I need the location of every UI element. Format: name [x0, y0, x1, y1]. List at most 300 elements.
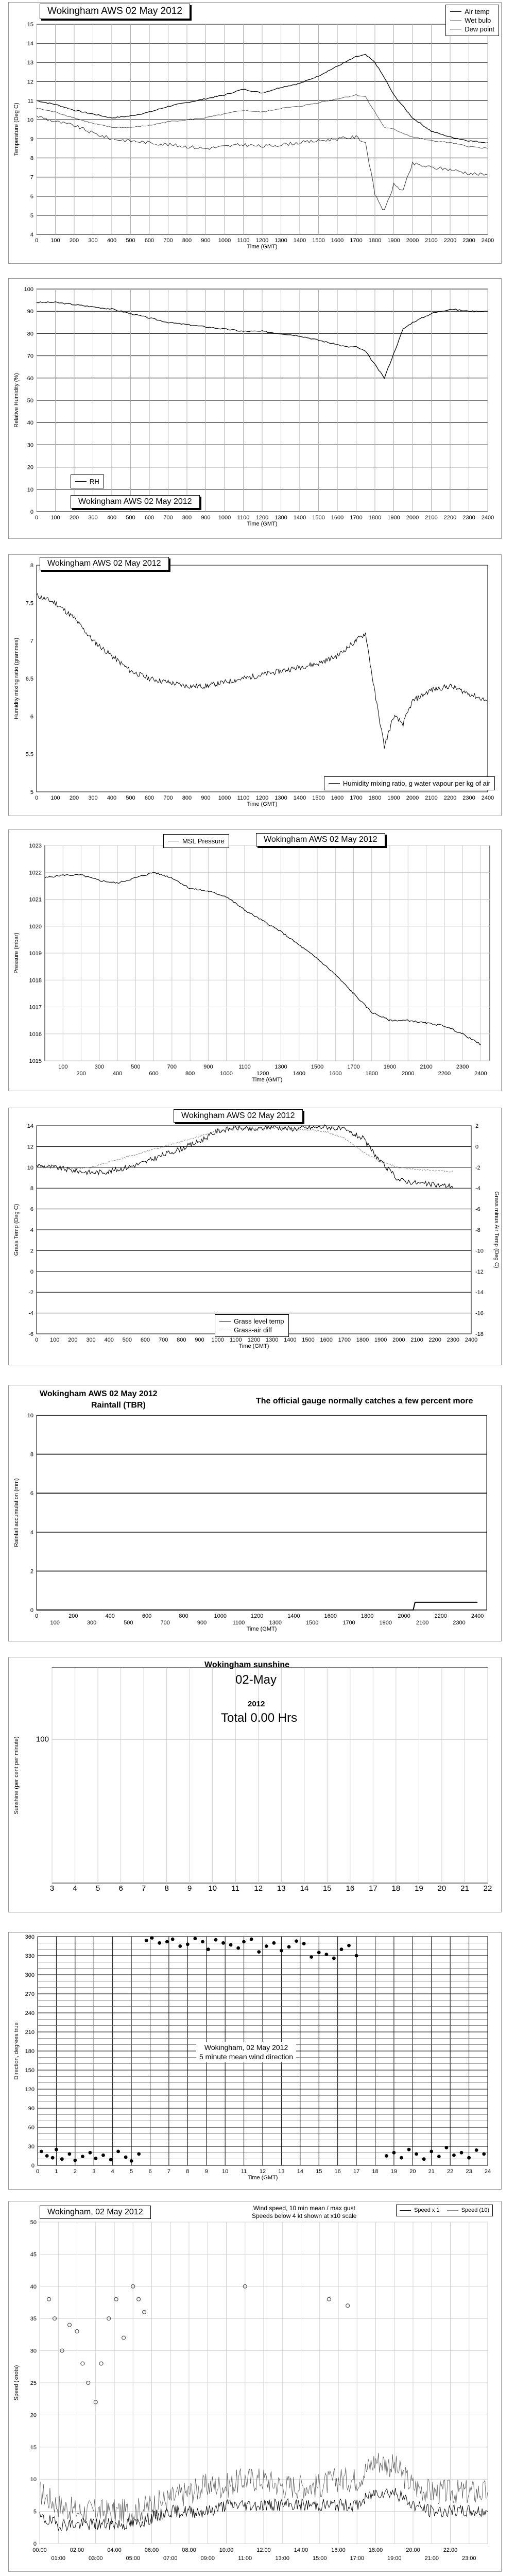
legend-swatch: [447, 2210, 458, 2211]
y-tick-label: 9: [30, 136, 33, 143]
chart-legend: [163, 834, 229, 848]
chart-year: 2012: [248, 1700, 265, 1708]
x-tick-label: 15: [322, 1884, 332, 1893]
x-tick-label: 06:00: [144, 2547, 159, 2553]
wind-direction-point: [332, 1957, 336, 1960]
y-tick-label: 20: [30, 2412, 37, 2419]
wind-direction-point: [257, 1950, 261, 1954]
wind-direction-point: [280, 1949, 283, 1953]
y-tick-label: 14: [27, 41, 33, 47]
y-tick-label: 0: [33, 2541, 37, 2547]
x-tick-label: 1700: [338, 1337, 351, 1343]
y-tick-label: 50: [27, 398, 33, 404]
x-tick-label: 1200: [255, 795, 269, 801]
y-tick-label: 8: [30, 1185, 33, 1192]
legend-swatch: [75, 481, 87, 482]
y-tick-label: 1020: [29, 923, 42, 930]
x-tick-label: 1800: [368, 515, 382, 521]
y-tick-label: 4: [30, 232, 33, 238]
x-tick-label: 1000: [220, 1071, 233, 1077]
y-tick-label: 12: [27, 79, 33, 86]
wind-direction-point: [45, 2154, 49, 2158]
legend-label: MSL Pressure: [182, 837, 225, 845]
x-tick-label: 2300: [462, 795, 475, 801]
x-tick-label: 200: [69, 515, 79, 521]
x-tick-label: 5: [130, 2168, 133, 2175]
x-tick-label: 21: [428, 2168, 435, 2175]
legend-item: [75, 477, 99, 486]
legend-item: [450, 16, 494, 25]
x-tick-label: 1300: [274, 795, 287, 801]
legend-label: Speed (10): [461, 2207, 489, 2213]
plot-area: [37, 1415, 487, 1610]
y-tick-label: 45: [30, 2251, 37, 2258]
x-tick-label: 2100: [425, 238, 438, 244]
x-tick-label: 1100: [230, 1337, 242, 1343]
legend-item: [219, 1326, 284, 1334]
x-tick-label: 12: [259, 2168, 266, 2175]
x-tick-label: 11: [241, 2168, 247, 2175]
x-tick-label: 2200: [443, 238, 457, 244]
x-tick-label: 600: [144, 515, 154, 521]
wind-direction-point: [130, 2159, 133, 2163]
x-tick-label: 13: [277, 1884, 286, 1893]
x-tick-label: 09:00: [200, 2555, 215, 2562]
y-tick-label: 30: [28, 2144, 35, 2150]
x-tick-label: 3: [92, 2168, 96, 2175]
wind-direction-point: [452, 2154, 456, 2157]
x-tick-label: 2200: [434, 1613, 448, 1619]
x-tick-label: 500: [122, 1337, 132, 1343]
x-tick-label: 700: [160, 1620, 170, 1626]
x-tick-label: 14:00: [294, 2547, 308, 2553]
wind-direction-point: [145, 1939, 148, 1942]
x-axis-label: Time (GMT): [252, 1077, 283, 1083]
x-tick-label: 1900: [383, 1064, 397, 1070]
x-tick-label: 20:00: [406, 2547, 420, 2553]
x-tick-label: 300: [88, 238, 98, 244]
x-tick-label: 1400: [287, 1613, 300, 1619]
wind-direction-point: [250, 1938, 253, 1941]
legend-label: Humidity mixing ratio, g water vapour per kg of air: [342, 779, 490, 787]
y-tick-label: 0: [30, 1607, 33, 1614]
y2-tick-label: -16: [475, 1310, 484, 1317]
x-tick-label: 3: [49, 1884, 55, 1893]
legend-label: RH: [90, 478, 99, 485]
x-tick-label: 1000: [218, 795, 231, 801]
y-tick-label: 180: [25, 2048, 35, 2055]
x-tick-label: 17: [369, 1884, 377, 1893]
x-tick-label: 1600: [331, 238, 344, 244]
y-tick-label: 1023: [29, 843, 42, 849]
x-tick-label: 100: [50, 1620, 60, 1626]
x-tick-label: 2400: [474, 1071, 487, 1077]
mixing-ratio-chart-panel: [8, 554, 502, 816]
x-tick-label: 20: [409, 2168, 416, 2175]
x-tick-label: 900: [203, 1064, 213, 1070]
legend-label: Air temp: [465, 8, 490, 15]
x-tick-label: 800: [182, 238, 192, 244]
y-axis-label: Grass Temp (Deg C): [13, 1204, 20, 1256]
x-tick-label: 1700: [350, 238, 363, 244]
y2-tick-label: -2: [475, 1164, 480, 1171]
chart-annotation: The official gauge normally catches a few percent more: [256, 1397, 473, 1405]
x-tick-label: 2200: [428, 1337, 441, 1343]
x-tick-label: 1600: [331, 795, 344, 801]
wind-speed-chart-panel: [8, 2201, 502, 2572]
x-tick-label: 300: [94, 1064, 104, 1070]
x-tick-label: 1400: [293, 1071, 305, 1077]
x-tick-label: 400: [107, 795, 117, 801]
chart-legend: [396, 2205, 493, 2216]
x-tick-label: 04:00: [107, 2547, 122, 2553]
x-tick-label: 1: [55, 2168, 58, 2175]
x-tick-label: 02:00: [70, 2547, 84, 2553]
y-tick-label: 6.5: [25, 676, 33, 682]
sunshine-chart: [9, 1657, 502, 1913]
x-tick-label: 21: [460, 1884, 469, 1893]
chart-title: Wokingham, 02 May 2012: [204, 2043, 288, 2052]
x-tick-label: 900: [201, 515, 211, 521]
x-tick-label: 2200: [438, 1071, 451, 1077]
x-tick-label: 1700: [342, 1620, 355, 1626]
wind-direction-point: [109, 2158, 113, 2162]
wind-direction-point: [165, 1940, 169, 1943]
y-tick-label: 7: [30, 174, 33, 181]
legend-label: Grass level temp: [234, 1317, 284, 1325]
wind-direction-point: [302, 1942, 306, 1945]
wind-direction-point: [400, 2156, 403, 2160]
y-axis-label: Relative Humidity (%): [13, 373, 20, 428]
x-tick-label: 17:00: [350, 2555, 365, 2562]
x-tick-label: 200: [76, 1071, 86, 1077]
x-tick-label: 2400: [481, 515, 494, 521]
legend-swatch: [329, 783, 340, 784]
x-tick-label: 1100: [238, 1064, 251, 1070]
chart-title: Wokingham sunshine: [204, 1660, 290, 1669]
legend-swatch: [450, 11, 461, 12]
wind-direction-point: [186, 1942, 190, 1946]
x-tick-label: 16: [346, 1884, 355, 1893]
x-tick-label: 2400: [481, 238, 494, 244]
x-tick-label: 23:00: [461, 2555, 476, 2562]
x-tick-label: 600: [149, 1071, 159, 1077]
y-tick-label: 10: [27, 117, 33, 124]
x-tick-label: 1400: [293, 515, 306, 521]
x-tick-label: 11:00: [238, 2555, 252, 2562]
chart-title: Wokingham AWS 02 May 2012: [174, 1109, 303, 1123]
x-tick-label: 900: [197, 1620, 207, 1626]
x-tick-label: 1900: [379, 1620, 392, 1626]
x-tick-label: 200: [68, 1337, 78, 1343]
x-tick-label: 700: [163, 238, 173, 244]
x-tick-label: 500: [126, 238, 135, 244]
x-tick-label: 2300: [456, 1064, 469, 1070]
wind-direction-point: [422, 2157, 426, 2161]
x-tick-label: 14: [300, 1884, 309, 1893]
y-tick-label: 5: [30, 789, 33, 795]
x-tick-label: 03:00: [88, 2555, 103, 2562]
wind-direction-point: [310, 1955, 313, 1959]
x-tick-label: 1700: [350, 515, 363, 521]
y-tick-label: 1018: [29, 977, 42, 984]
wind-direction-point: [229, 1943, 233, 1947]
y-tick-label: 100: [24, 286, 33, 293]
x-tick-label: 1400: [293, 795, 306, 801]
x-tick-label: 10:00: [219, 2547, 234, 2553]
wind-direction-point: [116, 2149, 120, 2153]
x-tick-label: 300: [87, 1620, 97, 1626]
y-tick-label: 5.5: [25, 751, 33, 758]
y-tick-label: 360: [25, 1934, 35, 1940]
y-tick-label: 7.5: [25, 600, 33, 607]
wind-direction-point: [475, 2148, 478, 2152]
x-tick-label: 600: [142, 1613, 152, 1619]
y-tick-label: 8: [30, 1451, 33, 1458]
wind-direction-point: [89, 2151, 92, 2155]
y2-tick-label: -6: [475, 1206, 480, 1213]
x-tick-label: 00:00: [32, 2547, 47, 2553]
y-tick-label: 35: [30, 2316, 37, 2323]
legend-label: Grass-air diff: [234, 1326, 272, 1334]
x-tick-label: 12:00: [256, 2547, 271, 2553]
legend-item: [450, 25, 494, 33]
chart-legend: [71, 474, 104, 488]
y-tick-label: 6: [30, 714, 33, 720]
chart-legend: [215, 1314, 289, 1337]
x-tick-label: 17: [353, 2168, 360, 2175]
y2-tick-label: -4: [475, 1185, 480, 1192]
chart-legend: [324, 776, 495, 790]
y-axis-label: Rainfall accumulation (mm): [13, 1478, 20, 1547]
x-tick-label: 1900: [387, 238, 400, 244]
x-tick-label: 16:00: [331, 2547, 346, 2553]
x-tick-label: 6: [118, 1884, 123, 1893]
x-tick-label: 2400: [465, 1337, 478, 1343]
x-axis-label: Time (GMT): [238, 1343, 269, 1349]
x-tick-label: 2300: [447, 1337, 460, 1343]
x-tick-label: 23: [466, 2168, 472, 2175]
y-tick-label: 2: [30, 1568, 33, 1575]
x-tick-label: 2000: [402, 1071, 415, 1077]
y-tick-label: 10: [27, 486, 33, 493]
x-axis-label: Time (GMT): [247, 521, 278, 527]
wind-direction-point: [81, 2155, 84, 2158]
y-tick-label: 50: [30, 2219, 37, 2226]
x-tick-label: 2200: [443, 515, 457, 521]
y-tick-label: -6: [28, 1331, 33, 1337]
wind-direction-point: [194, 1937, 197, 1940]
x-tick-label: 500: [126, 515, 135, 521]
x-tick-label: 1300: [265, 1337, 279, 1343]
x-tick-label: 0: [35, 238, 39, 244]
wind-direction-point: [355, 1954, 358, 1958]
x-tick-label: 1200: [250, 1613, 264, 1619]
chart-title: Wokingham AWS 02 May 2012: [40, 4, 190, 19]
x-tick-label: 1100: [232, 1620, 245, 1626]
wind-direction-point: [236, 1946, 240, 1950]
x-tick-label: 24: [484, 2168, 491, 2175]
x-tick-label: 400: [107, 515, 117, 521]
x-tick-label: 1300: [274, 238, 287, 244]
temperature-chart: [9, 3, 502, 264]
x-tick-label: 15:00: [312, 2555, 327, 2562]
x-tick-label: 800: [185, 1071, 195, 1077]
x-axis-label: Time (GMT): [247, 244, 278, 250]
humidity-chart-panel: [8, 278, 502, 539]
x-tick-label: 1000: [211, 1337, 224, 1343]
y-tick-label: 100: [36, 1735, 49, 1744]
wind-direction-point: [158, 1941, 161, 1945]
wind-direction-point: [295, 1939, 298, 1943]
x-tick-label: 9: [187, 1884, 192, 1893]
x-tick-label: 08:00: [182, 2547, 196, 2553]
x-tick-label: 500: [131, 1064, 141, 1070]
x-tick-label: 200: [68, 1613, 78, 1619]
x-tick-label: 1600: [324, 1613, 337, 1619]
x-tick-label: 2000: [406, 795, 419, 801]
x-tick-label: 1600: [329, 1071, 342, 1077]
x-tick-label: 11: [231, 1884, 239, 1893]
x-tick-label: 2400: [481, 795, 494, 801]
x-tick-label: 0: [35, 795, 39, 801]
y-tick-label: 240: [25, 2010, 35, 2016]
x-tick-label: 18: [372, 2168, 379, 2175]
pressure-chart: [9, 830, 502, 1092]
y-tick-label: 120: [25, 2087, 35, 2093]
y-tick-label: 4: [30, 1227, 33, 1233]
x-tick-label: 8: [186, 2168, 190, 2175]
x-tick-label: 900: [195, 1337, 204, 1343]
x-tick-label: 900: [201, 795, 211, 801]
x-tick-label: 1500: [312, 515, 325, 521]
x-tick-label: 2: [73, 2168, 77, 2175]
x-tick-label: 600: [140, 1337, 150, 1343]
x-tick-label: 19:00: [387, 2555, 402, 2562]
x-tick-label: 1500: [311, 1064, 324, 1070]
x-tick-label: 100: [50, 515, 60, 521]
x-tick-label: 1500: [312, 795, 325, 801]
legend-item: [400, 2206, 440, 2215]
y-axis-label: Temperature (Deg C): [13, 103, 20, 156]
x-tick-label: 10: [208, 1884, 217, 1893]
x-tick-label: 7: [141, 1884, 146, 1893]
y2-tick-label: 0: [475, 1144, 479, 1150]
wind-direction-point: [385, 2154, 388, 2158]
x-tick-label: 300: [88, 515, 98, 521]
x-tick-label: 0: [36, 2168, 40, 2175]
x-axis-label: Time (GMT): [247, 2175, 278, 2181]
y-tick-label: 12: [27, 1144, 33, 1150]
legend-label: Wet bulb: [465, 16, 491, 24]
y-tick-label: 5: [33, 2509, 37, 2515]
x-tick-label: 1200: [247, 1337, 261, 1343]
y-tick-label: 90: [28, 2106, 35, 2112]
x-tick-label: 9: [204, 2168, 208, 2175]
wind-direction-point: [94, 2157, 97, 2160]
x-tick-label: 2100: [410, 1337, 423, 1343]
wind-direction-point: [324, 1953, 328, 1956]
x-tick-label: 0: [35, 1337, 39, 1343]
x-tick-label: 1800: [360, 1613, 374, 1619]
y-tick-label: 270: [25, 1991, 35, 1997]
wind-direction-point: [482, 2152, 486, 2156]
chart-title: Wokingham, 02 May 2012: [40, 2206, 151, 2219]
x-tick-label: 0: [35, 515, 39, 521]
x-tick-label: 5: [95, 1884, 100, 1893]
y-tick-label: 1021: [29, 896, 42, 903]
chart-title-box: [196, 2042, 296, 2062]
y-tick-label: 5: [30, 212, 33, 219]
x-axis-label: Time (GMT): [246, 1626, 277, 1632]
x-tick-label: 2300: [462, 238, 475, 244]
legend-item: [219, 1317, 284, 1326]
x-tick-label: 700: [163, 795, 173, 801]
x-tick-label: 18: [391, 1884, 401, 1893]
y-tick-label: 150: [25, 2067, 35, 2074]
legend-swatch: [450, 20, 461, 21]
x-tick-label: 10: [222, 2168, 229, 2175]
x-tick-label: 4: [111, 2168, 114, 2175]
legend-label: Dew point: [465, 25, 494, 33]
x-tick-label: 1700: [347, 1064, 360, 1070]
y2-tick-label: -14: [475, 1290, 484, 1296]
temperature-chart-panel: [8, 2, 502, 264]
wind-direction-point: [137, 2152, 141, 2156]
y-tick-label: 6: [30, 193, 33, 200]
wind-direction-point: [68, 2152, 72, 2156]
chart-date: 02-May: [235, 1673, 277, 1687]
y-tick-label: 60: [28, 2125, 35, 2131]
wind-direction-point: [55, 2148, 58, 2151]
y-tick-label: 6: [30, 1490, 33, 1497]
y2-tick-label: -12: [475, 1268, 484, 1275]
x-tick-label: 700: [163, 515, 173, 521]
x-tick-label: 700: [167, 1064, 177, 1070]
y-tick-label: 40: [30, 2283, 37, 2290]
x-tick-label: 01:00: [51, 2555, 66, 2562]
x-tick-label: 1100: [237, 795, 250, 801]
x-tick-label: 16: [334, 2168, 341, 2175]
wind-direction-point: [207, 1947, 210, 1951]
x-tick-label: 1900: [387, 795, 400, 801]
x-tick-label: 1200: [255, 515, 269, 521]
x-tick-label: 1200: [256, 1071, 269, 1077]
x-tick-label: 600: [144, 795, 154, 801]
y-tick-label: 6: [30, 1206, 33, 1213]
y-tick-label: 210: [25, 2029, 35, 2036]
x-tick-label: 22: [447, 2168, 454, 2175]
wind-direction-point: [407, 2148, 411, 2151]
y-tick-label: 10: [27, 1164, 33, 1171]
y-tick-label: 30: [27, 442, 33, 449]
x-tick-label: 22: [483, 1884, 492, 1893]
x-tick-label: 300: [86, 1337, 96, 1343]
legend-item: [329, 779, 490, 788]
y-tick-label: 60: [27, 375, 33, 382]
wind-direction-point: [242, 1940, 246, 1943]
wind-direction-point: [51, 2156, 55, 2160]
x-tick-label: 07:00: [163, 2555, 178, 2562]
x-tick-label: 2000: [392, 1337, 405, 1343]
legend-item: [168, 837, 225, 845]
x-tick-label: 1500: [312, 238, 325, 244]
x-tick-label: 200: [69, 795, 79, 801]
x-tick-label: 1000: [218, 515, 231, 521]
x-tick-label: 13: [278, 2168, 285, 2175]
wind-direction-point: [60, 2157, 64, 2161]
wind-direction-point: [221, 1941, 225, 1945]
